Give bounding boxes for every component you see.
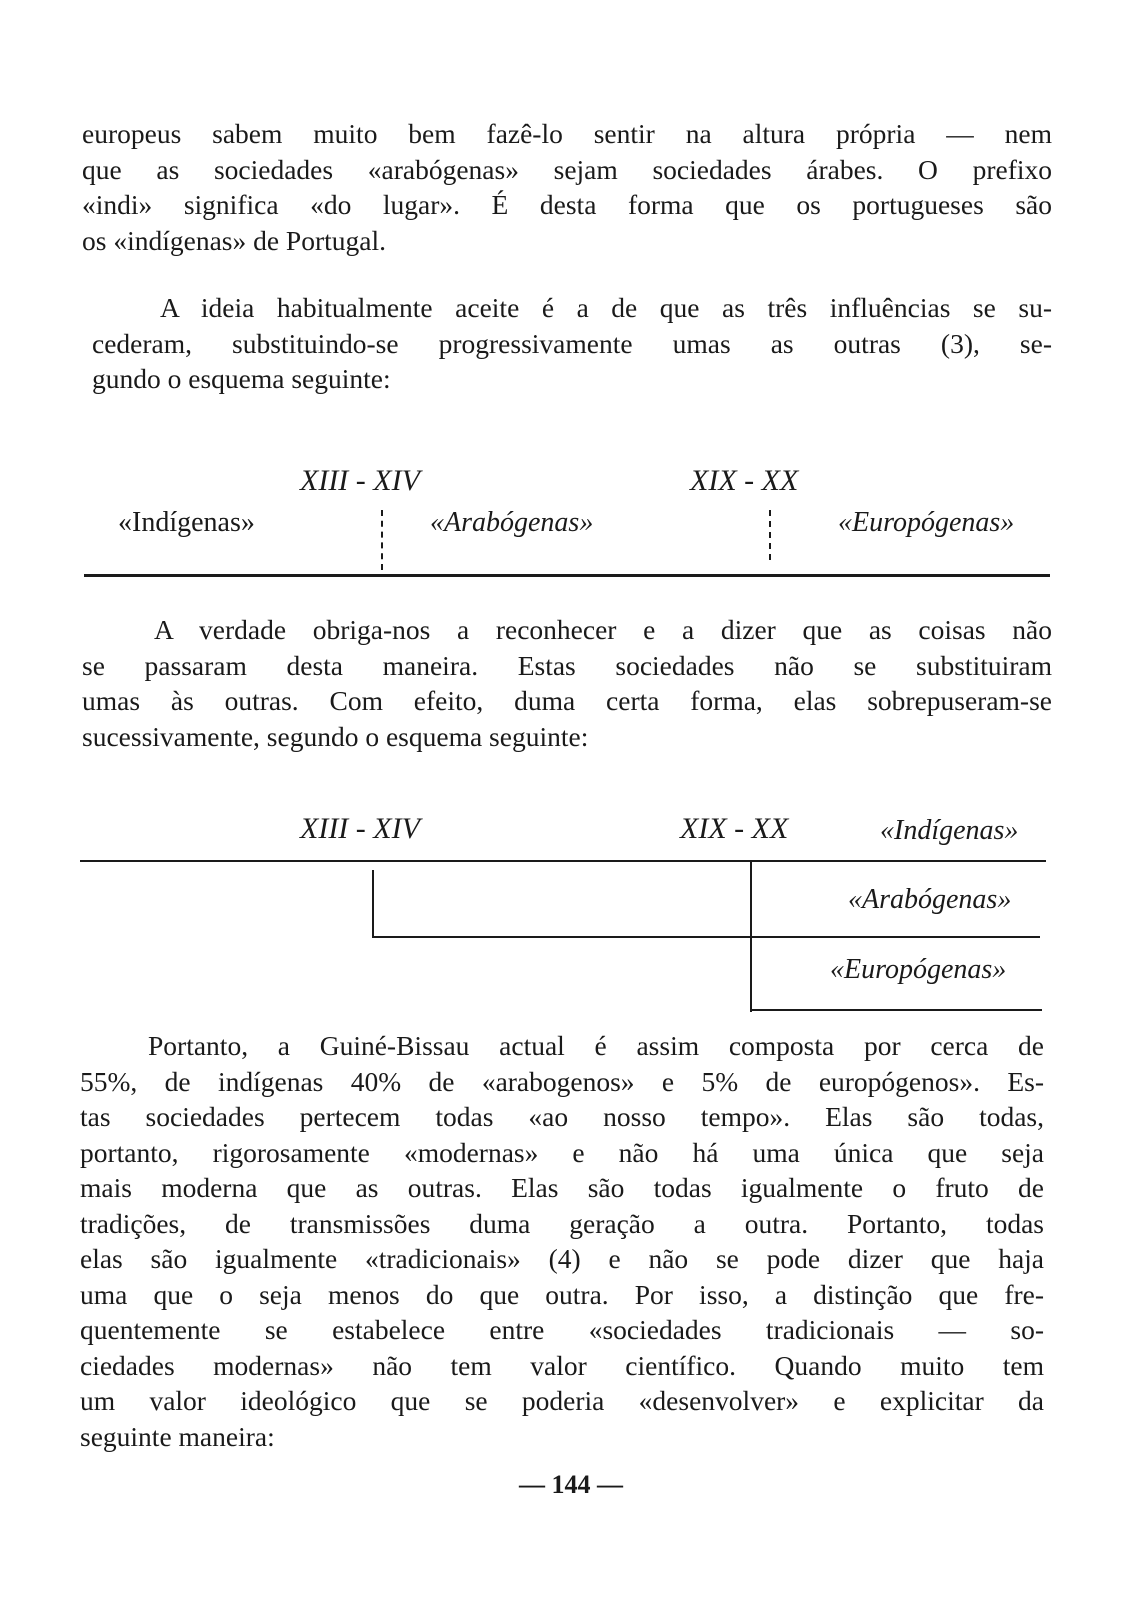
- paragraph-3: [82, 612, 1052, 754]
- text-line: que as sociedades «arabógenas» sejam sociedades árabes. O prefixo: [82, 153, 1052, 185]
- text-line: uma que o seja menos do que outra. Por isso, a distinção que fre-: [80, 1278, 1044, 1310]
- scheme2-indigenas-line: [80, 860, 1046, 862]
- text-line: mais moderna que as outras. Elas são todas igualmente o fruto de: [80, 1172, 1044, 1203]
- scheme2-arabogenas-line: [372, 936, 1040, 938]
- scheme1-century-2: XIX - XX: [690, 464, 799, 497]
- scheme1-divider-2: [769, 510, 771, 560]
- scheme2-europogenas-line: [750, 1009, 1042, 1011]
- text-line: um valor ideológico que se poderia «desenvolver» e explicitar da: [80, 1385, 1044, 1416]
- scheme1-century-1: XIII - XIV: [300, 464, 420, 497]
- text-line: A verdade obriga-nos a reconhecer e a dizer que as coisas não: [154, 614, 1052, 645]
- text-line: A ideia habitualmente aceite é a de que as três influências se su-: [160, 292, 1052, 323]
- scheme1-timeline: [84, 574, 1050, 577]
- text-line: tas sociedades pertecem todas «ao nosso tempo». Elas são todas,: [80, 1101, 1044, 1132]
- text-line: gundo o esquema seguinte:: [92, 363, 391, 394]
- paragraph-4: [80, 1028, 1044, 1454]
- paragraph-1: [82, 116, 1052, 258]
- text-line: cederam, substituindo-se progressivamente umas as outras (3), se-: [92, 327, 1052, 359]
- paragraph-2: [92, 290, 1052, 397]
- scheme2-indigenas-label: «Indígenas»: [880, 815, 1019, 846]
- scheme2-century-2: XIX - XX: [680, 812, 789, 845]
- text-line: portanto, rigorosamente «modernas» e não há uma única que seja: [80, 1136, 1044, 1168]
- scheme2-start-arabogenas: [372, 870, 374, 936]
- text-line: umas às outras. Com efeito, duma certa forma, elas sobrepuseram-se: [82, 685, 1052, 716]
- scheme2-europogenas-label: «Europógenas»: [830, 954, 1007, 985]
- text-line: ciedades modernas» não tem valor científico. Quando muito tem: [80, 1349, 1044, 1381]
- scheme1-europogenas-label: «Europógenas»: [838, 507, 1015, 538]
- text-line: sucessivamente, segundo o esquema seguinte:: [82, 720, 589, 752]
- scheme2-arabogenas-label: «Arabógenas»: [848, 884, 1012, 915]
- scheme2-century-1: XIII - XIV: [300, 812, 420, 845]
- scheme1-arabogenas-label: «Arabógenas»: [430, 507, 594, 538]
- text-line: tradições, de transmissões duma geração a outra. Portanto, todas: [80, 1207, 1044, 1239]
- text-line: seguinte maneira:: [80, 1420, 275, 1452]
- text-line: europeus sabem muito bem fazê-lo sentir na altura própria — nem: [82, 118, 1052, 149]
- text-line: 55%, de indígenas 40% de «arabogenos» e 5% de europógenos». Es-: [80, 1065, 1044, 1097]
- text-line: quentemente se estabelece entre «sociedades tradicionais — so-: [80, 1314, 1044, 1345]
- text-line: Portanto, a Guiné-Bissau actual é assim composta por cerca de: [148, 1030, 1044, 1061]
- page-number: — 144 —: [519, 1470, 623, 1499]
- scheme1-indigenas-label: «Indígenas»: [118, 507, 255, 538]
- text-line: os «indígenas» de Portugal.: [82, 224, 386, 256]
- text-line: «indi» significa «do lugar». É desta forma que os portugueses são: [82, 189, 1052, 220]
- text-line: se passaram desta maneira. Estas sociedades não se substituiram: [82, 649, 1052, 681]
- scheme1-divider-1: [381, 510, 383, 570]
- text-line: elas são igualmente «tradicionais» (4) e não se pode dizer que haja: [80, 1243, 1044, 1274]
